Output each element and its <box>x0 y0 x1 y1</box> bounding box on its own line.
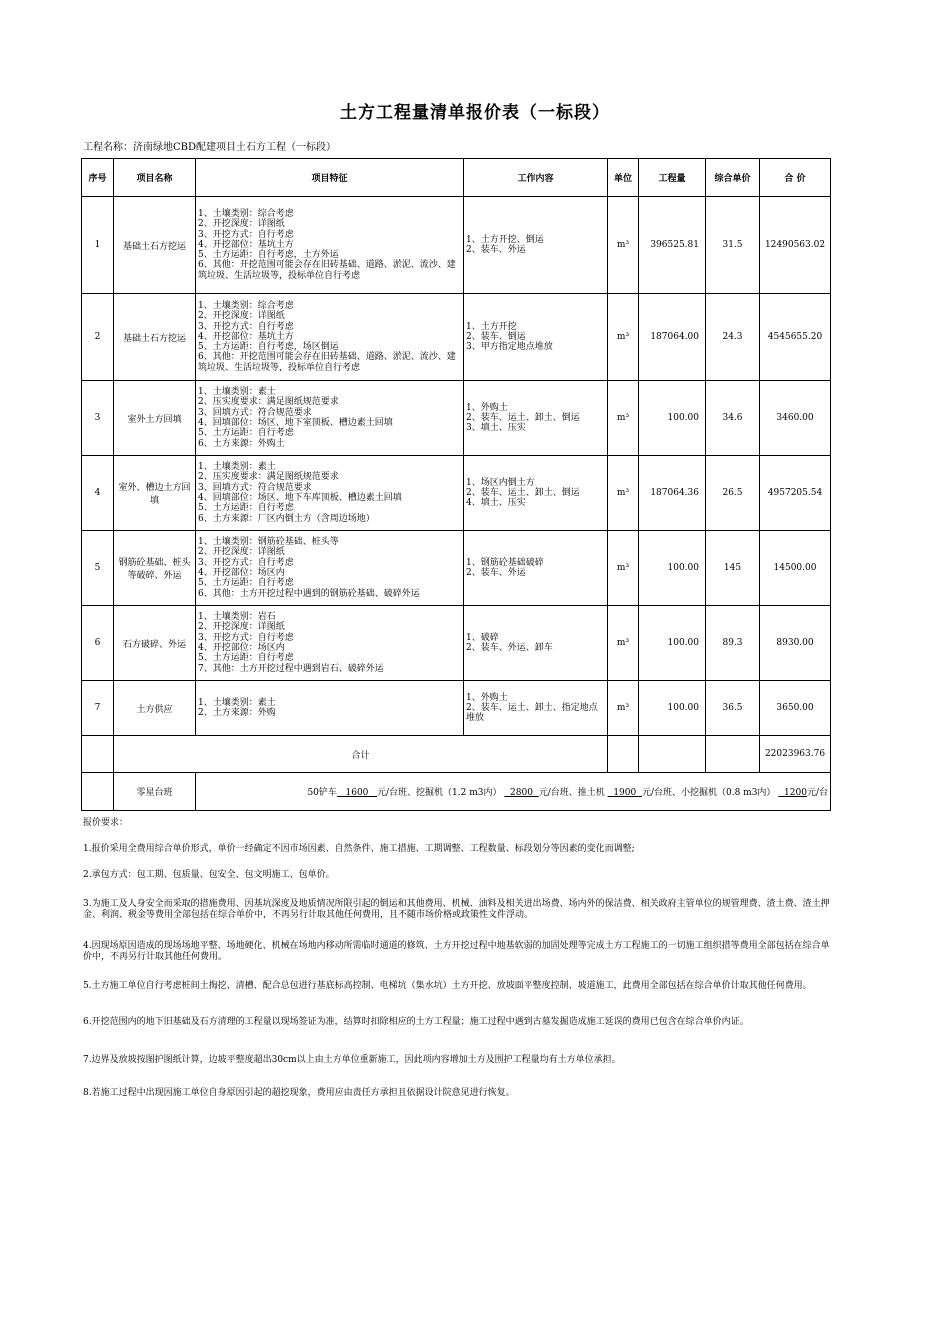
row-name: 钢筋砼基础、桩头等破碎、外运 <box>114 531 196 606</box>
header-no: 序号 <box>82 159 114 197</box>
row-name: 石方破碎、外运 <box>114 606 196 681</box>
row-no: 3 <box>82 381 114 456</box>
row-no: 2 <box>82 294 114 381</box>
requirement-item: 8.若施工过程中出现因施工单位自身原因引起的超挖现象，费用应由责任方承担且依据设计院意见进行恢复。 <box>83 1088 515 1098</box>
row-name: 室外土方回填 <box>114 381 196 456</box>
row-name: 土方供应 <box>114 681 196 736</box>
row-feature: 1、土壤类别：素土 2、压实度要求：满足图纸规范要求 3、回填方式：符合规范要求 4、回填部位：场区、地下室顶板、槽边素土回填 5、土方运距：自行考虑 6、土方来源：外购土 <box>196 381 464 456</box>
row-name: 室外、槽边土方回填 <box>114 456 196 531</box>
row-price: 34.6 <box>706 381 760 456</box>
row-total: 3650.00 <box>760 681 831 736</box>
table-header-row <box>82 159 831 197</box>
row-feature: 1、土壤类别：素土 2、土方来源：外购 <box>196 681 464 736</box>
row-no: 7 <box>82 681 114 736</box>
row-unit: m³ <box>608 294 639 381</box>
row-qty: 187064.00 <box>639 294 706 381</box>
requirement-item: 3.为施工及人身安全而采取的措施费用、因基坑深度及地质情况所限引起的倒运和其他费用、机械、油料及相关进出场费、场内外的保洁费、相关政府主管单位的规管理费、渣土费、渣土押金、利润、税金等费用全部包括在综合单价中，不再另行计取其他任何费用，且不随市场价格或政策性文件浮动。 <box>83 899 830 920</box>
row-no: 6 <box>82 606 114 681</box>
row-no: 5 <box>82 531 114 606</box>
row-qty: 187064.36 <box>639 456 706 531</box>
header-work: 工作内容 <box>464 159 608 197</box>
zero-shift-label: 零星台班 <box>114 773 196 811</box>
table-row <box>82 294 831 381</box>
requirement-item: 5.土方施工单位自行考虑桩间土掏挖、清槽、配合总包进行基底标高控制、电梯坑（集水坑）土方开挖、放坡面平整度控制、坡道施工，此费用全部包括在综合单价计取其他任何费用。 <box>83 981 812 991</box>
row-feature: 1、土壤类别：岩石 2、开挖深度：详图纸 3、开挖方式：自行考虑 4、开挖部位：场区内 5、土方运距：自行考虑 7、其他：土方开挖过程中遇到岩石、破碎外运 <box>196 606 464 681</box>
row-price: 24.3 <box>706 294 760 381</box>
table-row <box>82 681 831 736</box>
row-feature: 1、土壤类别：素土 2、压实度要求：满足图纸规范要求 3、回填方式：符合规范要求 4、回填部位：场区、地下车库顶板、槽边素土回填 5、土方运距：自行考虑 6、土方来源：厂区内倒土方（含周边场地） <box>196 456 464 531</box>
row-total: 3460.00 <box>760 381 831 456</box>
header-name: 项目名称 <box>114 159 196 197</box>
row-total: 12490563.02 <box>760 197 831 294</box>
requirement-item: 7.边界及放坡按图护图纸计算，边坡平整度超出30cm以上由土方单位重新施工，因此项内容增加土方及围护工程量均有土方单位承担。 <box>83 1055 621 1065</box>
row-unit: m³ <box>608 606 639 681</box>
row-work: 1、场区内倒土方 2、装车、运土、卸土、倒运 4、填土、压实 <box>464 456 608 531</box>
row-work: 1、外购土 2、装车、运土、卸土、倒运 3、填土、压实 <box>464 381 608 456</box>
row-price: 26.5 <box>706 456 760 531</box>
zero-shift-rates: 50铲车 1600 元/台班、挖掘机（1.2 m3内） 2800 元/台班、推土机 1900 元/台班、小挖掘机（0.8 m3内） 1200元/台 <box>196 773 831 811</box>
row-work: 1、土方开挖 2、装车、倒运 3、甲方指定地点堆放 <box>464 294 608 381</box>
row-no: 4 <box>82 456 114 531</box>
row-work: 1、破碎 2、装车、外运、卸车 <box>464 606 608 681</box>
header-total: 合 价 <box>760 159 831 197</box>
requirement-item: 1.报价采用全费用综合单价形式，单价一经确定不因市场因素、自然条件、施工措施、工期调整、工程数量、标段划分等因素的变化而调整; <box>83 844 635 854</box>
row-unit: m³ <box>608 381 639 456</box>
row-qty: 100.00 <box>639 531 706 606</box>
table-row <box>82 197 831 294</box>
table-row <box>82 606 831 681</box>
row-total: 14500.00 <box>760 531 831 606</box>
row-qty: 100.00 <box>639 606 706 681</box>
page-title: 土方工程量清单报价表（一标段） <box>340 103 610 123</box>
requirement-item: 2.承包方式：包工期、包质量、包安全、包文明施工、包单价。 <box>83 870 335 880</box>
row-work: 1、土方开挖、倒运 2、装车、外运 <box>464 197 608 294</box>
row-name: 基础土石方挖运 <box>114 294 196 381</box>
table-row <box>82 456 831 531</box>
header-price: 综合单价 <box>706 159 760 197</box>
zero-shift-row <box>82 773 831 811</box>
sum-total: 22023963.76 <box>760 736 831 773</box>
row-price: 36.5 <box>706 681 760 736</box>
table-row <box>82 531 831 606</box>
row-feature: 1、土壤类别：综合考虑 2、开挖深度：详图纸 3、开挖方式：自行考虑 4、开挖部位：基坑土方 5、土方运距：自行考虑，土方外运 6、其他：开挖范围可能会存在旧砖基础、道路、淤泥、流沙、建筑垃圾、生活垃圾等，投标单位自行考虑 <box>196 197 464 294</box>
table-row <box>82 381 831 456</box>
sum-label: 合计 <box>114 736 608 773</box>
requirement-item: 4.因现场原因造成的现场场地平整、场地硬化、机械在场地内移动所需临时通道的修筑、土方开挖过程中地基软弱的加固处理等完成土方工程施工的一切施工组织措等费用全部包括在综合单价中，不再另行计取其他任何费用。 <box>83 941 830 962</box>
project-name: 工程名称：济南绿地CBD配建项目土石方工程（一标段） <box>83 142 337 153</box>
quote-table <box>81 158 831 811</box>
row-unit: m³ <box>608 456 639 531</box>
row-price: 145 <box>706 531 760 606</box>
row-work: 1、钢筋砼基础破碎 2、装车、外运 <box>464 531 608 606</box>
row-feature: 1、土壤类别：钢筋砼基础、桩头等 2、开挖深度：详图纸 3、开挖方式：自行考虑 4、开挖部位：场区内 5、土方运距：自行考虑 6、其他：土方开挖过程中遇到的钢筋砼基础、破碎外运 <box>196 531 464 606</box>
header-unit: 单位 <box>608 159 639 197</box>
row-qty: 100.00 <box>639 681 706 736</box>
requirements-heading: 报价要求： <box>83 818 129 828</box>
row-total: 8930.00 <box>760 606 831 681</box>
row-price: 89.3 <box>706 606 760 681</box>
row-feature: 1、土壤类别：综合考虑 2、开挖深度：详图纸 3、开挖方式：自行考虑 4、开挖部位：基坑土方 5、土方运距：自行考虑，场区倒运 6、其他：开挖范围可能会存在旧砖基础、道路、淤泥、流沙、建筑垃圾、生活垃圾等，投标单位自行考虑 <box>196 294 464 381</box>
row-unit: m³ <box>608 531 639 606</box>
row-qty: 100.00 <box>639 381 706 456</box>
row-name: 基础土石方挖运 <box>114 197 196 294</box>
row-price: 31.5 <box>706 197 760 294</box>
row-work: 1、外购土 2、装车、运土、卸土、指定地点堆放 <box>464 681 608 736</box>
row-total: 4545655.20 <box>760 294 831 381</box>
row-unit: m³ <box>608 681 639 736</box>
row-qty: 396525.81 <box>639 197 706 294</box>
row-no: 1 <box>82 197 114 294</box>
row-unit: m³ <box>608 197 639 294</box>
row-total: 4957205.54 <box>760 456 831 531</box>
requirement-item: 6.开挖范围内的地下旧基础及石方清理的工程量以现场签证为准，结算时扣除相应的土方工程量；施工过程中遇到古墓发掘造成施工延误的费用已包含在综合单价内证。 <box>83 1017 749 1027</box>
header-feature: 项目特征 <box>196 159 464 197</box>
header-qty: 工程量 <box>639 159 706 197</box>
sum-row <box>82 736 831 773</box>
